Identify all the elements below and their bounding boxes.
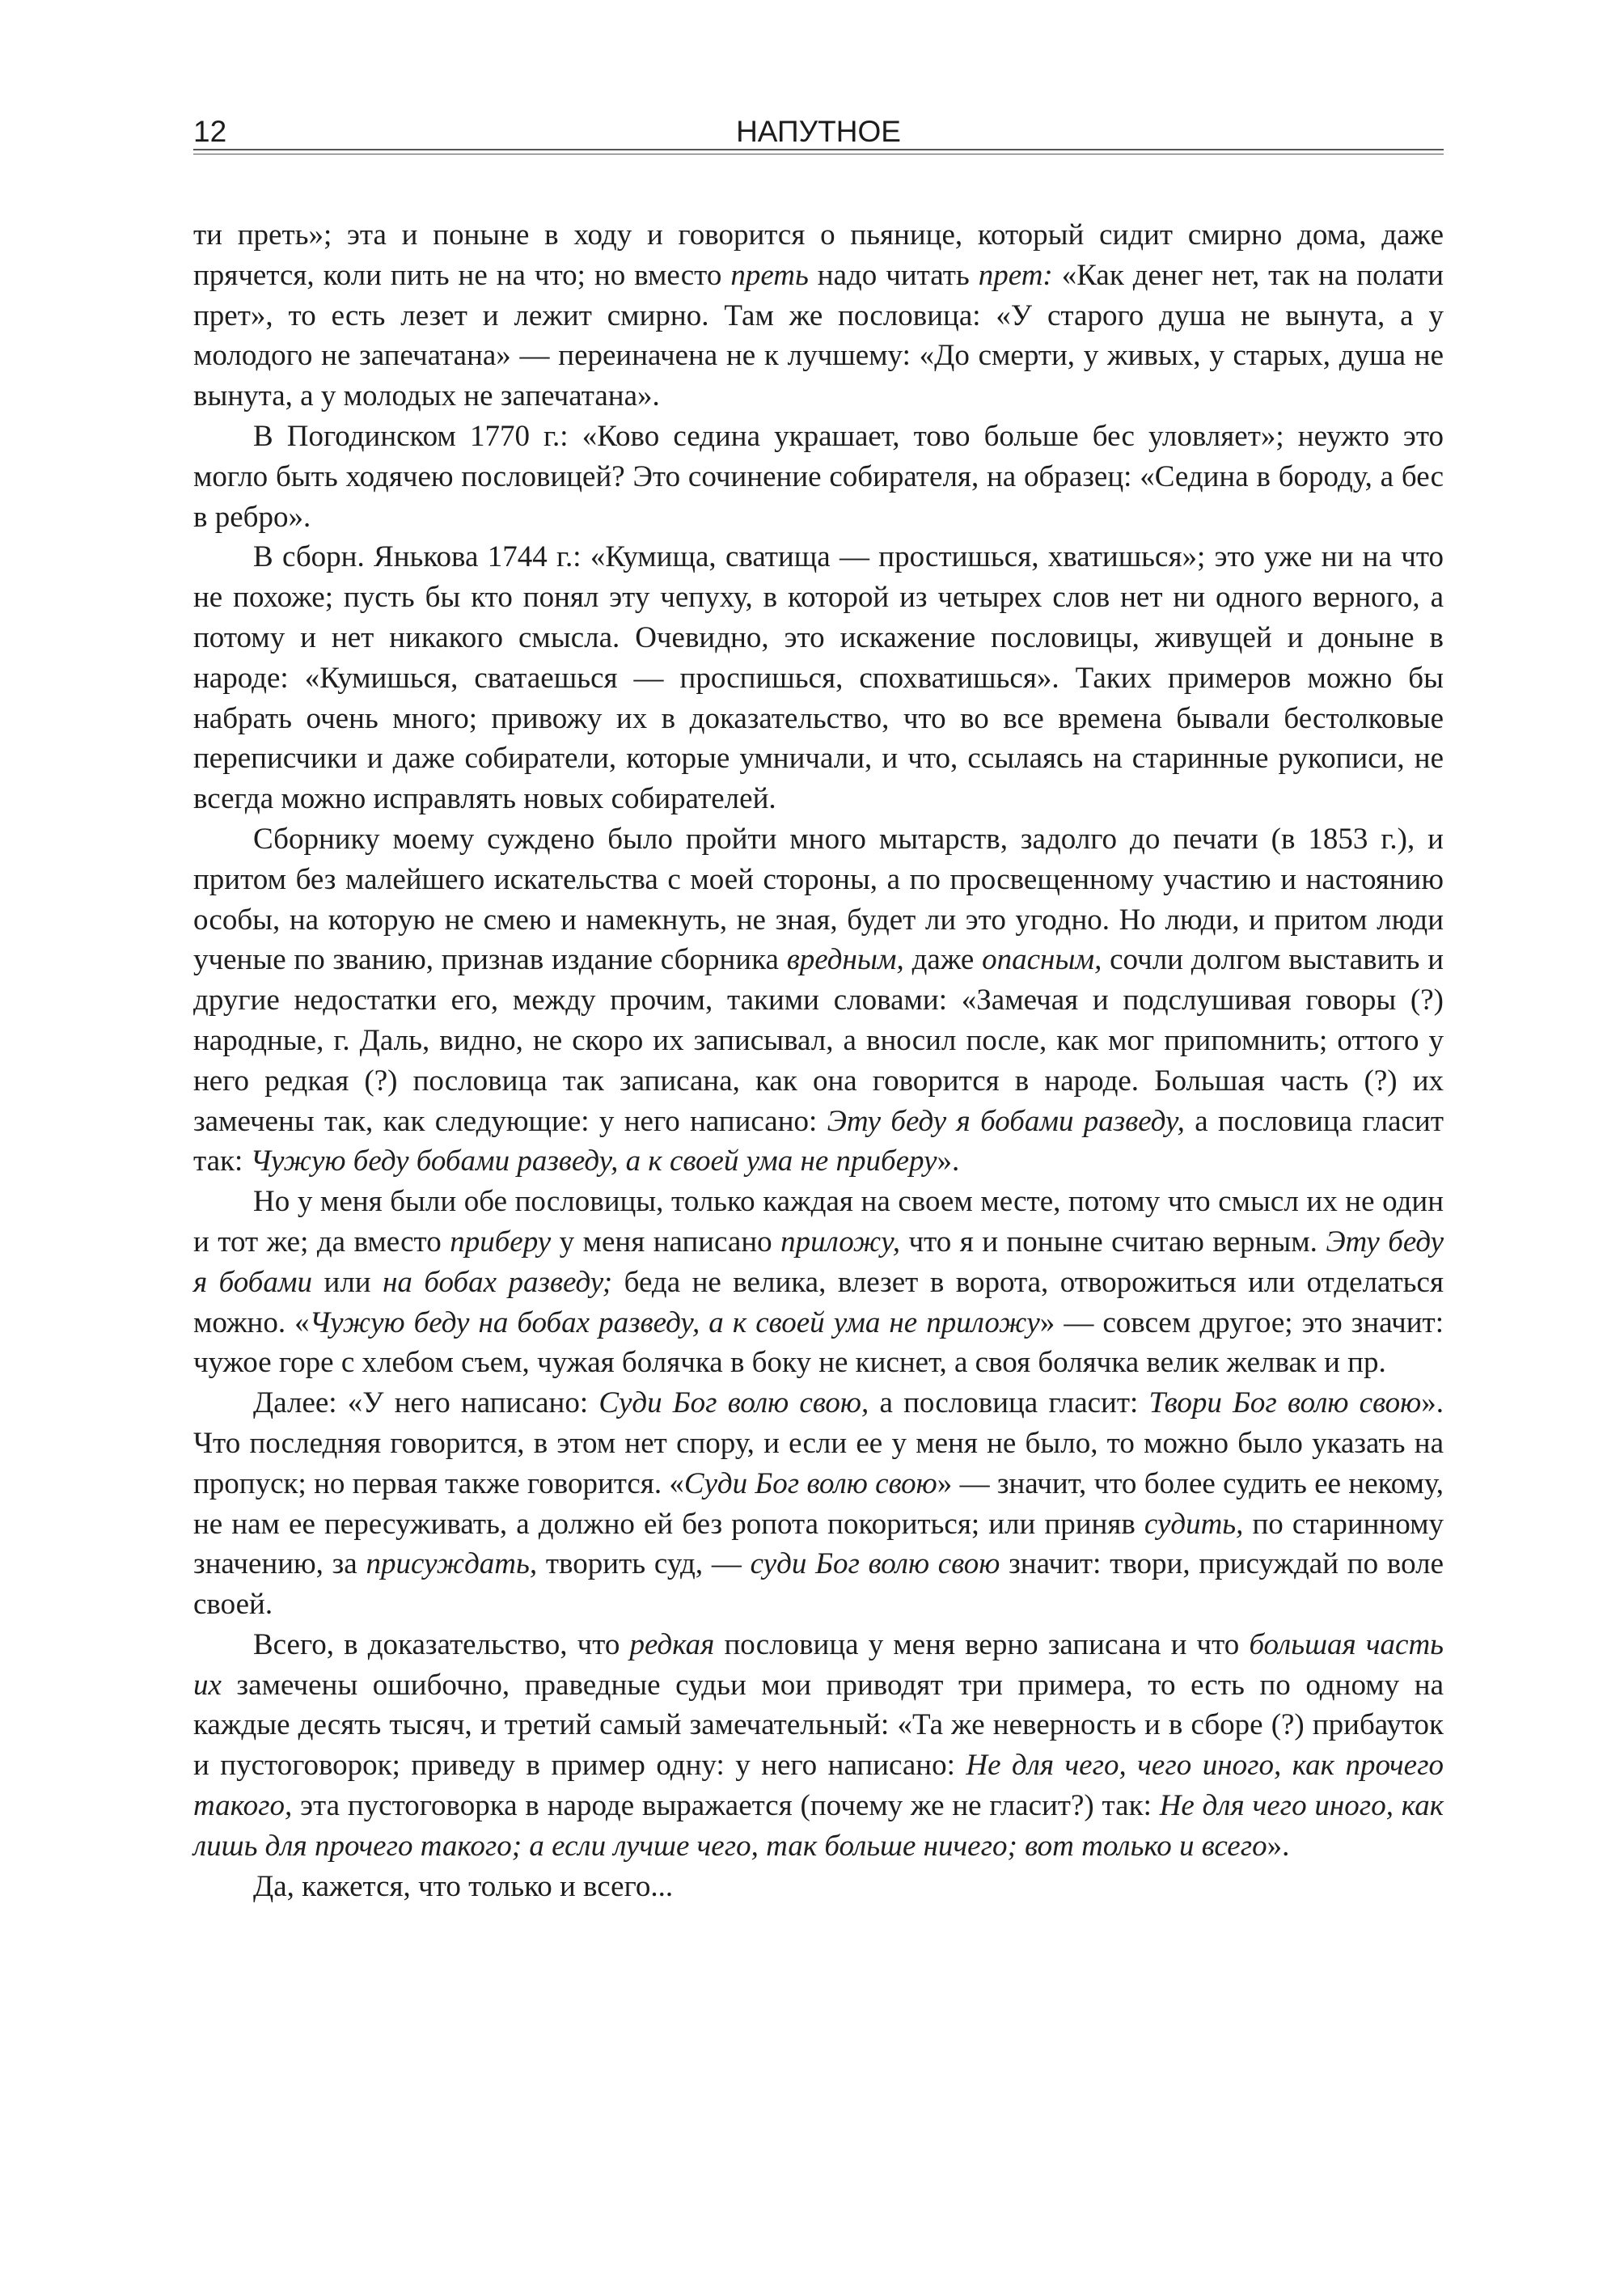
- italic-quote: опасным,: [982, 943, 1102, 977]
- text-run: даже: [903, 943, 983, 977]
- italic-quote: прет:: [978, 258, 1053, 292]
- text-run: Далее: «У него написано:: [253, 1386, 599, 1420]
- text-run: Да, кажется, что только и всего...: [253, 1869, 674, 1903]
- text-run: Но у меня были обе пословицы, только каждая на своем месте, потому что смысл их не один и тот же; да вместо: [193, 1185, 1444, 1259]
- text-run: Сборнику моему суждено было пройти много мытарств, задолго до печати (в 1853 г.), и притом без малейшего искательства с моей стороны, а по просвещенному участию и настоянию особы, на которую не смею и намекнуть, не зная, будет ли это угодно. Но люди, и притом люди ученые по званию, признав издание сборника: [193, 822, 1444, 977]
- italic-quote: вредным,: [786, 943, 904, 977]
- text-run: пословица у меня верно записана и что: [714, 1627, 1250, 1661]
- italic-quote: Не для чего иного, как лишь для прочего такого; а если лучше чего, так больше ничего; вот только и всего: [193, 1789, 1444, 1863]
- italic-quote: Эту беду я бобами: [193, 1225, 1444, 1299]
- text-run: ».: [1267, 1829, 1290, 1863]
- text-run: творить суд, —: [537, 1547, 751, 1581]
- paragraph: [193, 215, 1444, 417]
- italic-quote: редкая: [629, 1627, 715, 1661]
- text-run: значит: твори, присуждай по воле своей.: [193, 1547, 1444, 1622]
- italic-quote: присуждать,: [366, 1547, 538, 1581]
- paragraph: [193, 819, 1444, 1182]
- page-number: 12: [193, 115, 227, 148]
- text-run: ти преть»; эта и поныне в ходу и говорится о пьянице, который сидит смирно дома, даже прячется, коли пить не на что; но вместо: [193, 218, 1444, 292]
- running-title: НАПУТНОЕ: [736, 115, 901, 148]
- text-run: » — совсем другое; это значит: чужое горе с хлебом съем, чужая болячка в боку не киснет, а своя болячка велик желвак и пр.: [193, 1305, 1444, 1380]
- text-run: у меня написано: [551, 1225, 781, 1259]
- text-run: что я и поныне считаю верным.: [900, 1225, 1326, 1259]
- text-run: надо читать: [808, 258, 979, 292]
- text-run: В Погодинском 1770 г.: «Ково седина украшает, тово больше бес уловляет»; неужто это могло быть ходячею пословицей? Это сочинение собирателя, на образец: «Седина в бороду, а бес в ребро».: [193, 419, 1444, 534]
- italic-quote: приберу: [450, 1225, 552, 1259]
- text-run: эта пустоговорка в народе выражается (почему же не гласит?) так:: [292, 1789, 1160, 1823]
- page-header: [193, 112, 1444, 152]
- italic-quote: преть: [730, 258, 809, 292]
- paragraph: [193, 1625, 1444, 1867]
- text-run: В сборн. Янькова 1744 г.: «Кумища, сватища — простишься, хватишься»; это уже ни на что не похоже; пусть бы кто понял эту чепуху, в которой из четырех слов нет ни одного верного, а потому и нет никакого смысла. Очевидно, это искажение пословицы, живущей и доныне в народе: «Кумишься, сватаешься — проспишься, спохватишься». Таких примеров можно бы набрать очень много; привожу их в доказательство, что во все времена бывали бестолковые переписчики и даже собиратели, которые умничали, и что, ссылаясь на старинные рукописи, не всегда можно исправлять новых собирателей.: [193, 540, 1444, 816]
- text-run: Всего, в доказательство, что: [253, 1627, 630, 1661]
- italic-quote: Суди Бог волю свою: [683, 1466, 937, 1500]
- text-run: а пословица гласит так:: [193, 1104, 1444, 1178]
- text-run: » — значит, что более судить ее некому, не нам ее пересуживать, а должно ей без ропота покориться; или приняв: [193, 1466, 1444, 1541]
- italic-quote: судить,: [1144, 1507, 1244, 1541]
- text-run: беда не велика, влезет в ворота, отворожиться или отделаться можно. «: [193, 1265, 1444, 1339]
- text-run: по старинному значению, за: [193, 1507, 1444, 1581]
- italic-quote: Эту беду я бобами разведу,: [827, 1104, 1185, 1138]
- paragraph: [193, 537, 1444, 819]
- italic-quote: Чужую беду на бобах разведу, а к своей ума не приложу: [309, 1305, 1040, 1339]
- paragraph: [193, 1182, 1444, 1383]
- text-run: ». Что последняя говорится, в этом нет спору, и если ее у меня не было, то можно было указать на пропуск; но первая также говорится. «: [193, 1386, 1444, 1500]
- header-rule-top: [193, 149, 1444, 150]
- text-run: или: [312, 1265, 383, 1299]
- text-run: замечены ошибочно, праведные судьи мои приводят три примера, то есть по одному на каждые десять тысяч, и третий самый замечательный: «Та же неверность и в сборе (?) прибауток и пустоговорок; приведу в пример одну: у него написано:: [193, 1668, 1444, 1783]
- text-run: сочли долгом выставить и другие недостатки его, между прочим, такими словами: «Замечая и подслушивая говоры (?) народные, г. Даль, видно, не скоро их записывал, а вносил после, как мог припомнить; оттого у него редкая (?) пословица так записана, как она говорится в народе. Большая часть (?) их замечены так, как следующие: у него написано:: [193, 943, 1444, 1138]
- italic-quote: Твори Бог волю свою: [1148, 1386, 1422, 1420]
- italic-quote: Чужую беду бобами разведу, а к своей ума не приберу: [250, 1144, 937, 1178]
- italic-quote: Суди Бог волю свою,: [598, 1386, 869, 1420]
- text-run: «Как денег нет, так на полати прет», то есть лезет и лежит смирно. Там же пословица: «У старого душа не вынута, а у молодого не запечатана» — переиначена не к лучшему: «До смерти, у живых, у старых, душа не вынута, а у молодых не запечатана».: [193, 258, 1444, 413]
- paragraph: [193, 1383, 1444, 1625]
- italic-quote: приложу,: [780, 1225, 901, 1259]
- text-run: ».: [937, 1144, 960, 1178]
- text-run: а пословица гласит:: [869, 1386, 1149, 1420]
- italic-quote: Не для чего, чего иного, как прочего такого,: [193, 1749, 1444, 1823]
- italic-quote: на бобах разведу;: [383, 1265, 613, 1299]
- italic-quote: большая часть их: [193, 1627, 1444, 1702]
- italic-quote: суди Бог волю свою: [750, 1547, 1000, 1581]
- body-text: [193, 215, 1444, 1906]
- paragraph: [193, 417, 1444, 537]
- paragraph: [193, 1867, 1444, 1907]
